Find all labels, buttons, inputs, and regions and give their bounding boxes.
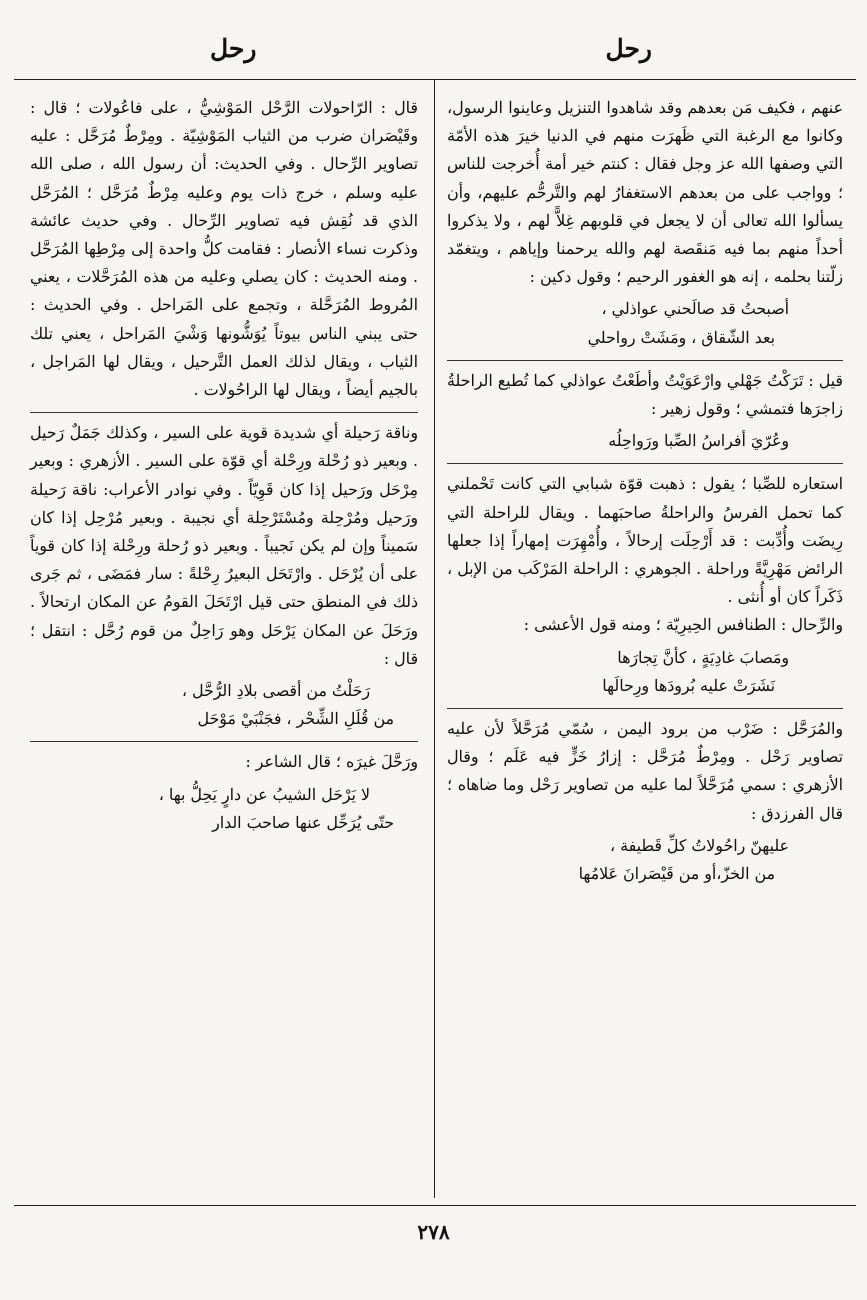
verse bbox=[30, 677, 418, 733]
page-number: ٢٧٨ bbox=[417, 1220, 450, 1244]
header-title-left: رحل bbox=[210, 34, 257, 63]
verse bbox=[447, 644, 843, 700]
verse-line: عليهنّ راحُولاتُ كلِّ قَطيفة ، bbox=[610, 835, 789, 855]
top-rule bbox=[14, 79, 856, 80]
verse bbox=[30, 781, 418, 837]
verse-line: رَحَلْتُ من أقصى بلادِ الرُّحَّل ، bbox=[181, 681, 370, 701]
bottom-rule bbox=[14, 1205, 856, 1206]
separator bbox=[30, 741, 418, 742]
verse-line: من الخزّ،أو من قَيْصَرانَ عَلامُها bbox=[578, 864, 775, 884]
right-column bbox=[447, 94, 843, 890]
verse-line: ومَصابَ غادِيَةٍ ، كأنَّ تِجارَها bbox=[617, 647, 789, 667]
paragraph: ورَحَّلَ غيرَه ؛ قال الشاعر : bbox=[245, 752, 418, 772]
separator bbox=[447, 463, 843, 464]
paragraph: استعاره للصِّبا ؛ يقول : ذهبت قوّة شبابي التي كانت تَحْملني كما تحمل الفرسُ والراحلةُ صاحبَهما . ويقال للراحلة التي رِيضَت وأُدِّبت : قد أَرْحِلَت إرحالاً ، وأُمْهِرَت إمهاراً إذا جعلها الرائض مَهْرِيَّةً وراحلة . الجوهري : الراحلة المَرْكَب من الإبل ، ذَكَراً كان أو أُنثى . bbox=[447, 474, 843, 607]
header-title-right: رحل bbox=[605, 34, 652, 63]
verse-line: نَشَرَتْ عليه بُرودَها ورِحالَها bbox=[602, 675, 775, 695]
paragraph: عنهم ، فكيف مَن بعدهم وقد شاهدوا التنزيل وعاينوا الرسول، وكانوا مع الرغبة التي ظَهرَت منهم في الدنيا خيرَ هذه الأمّة التي وصفها الله عز وجل فقال : كنتم خير أمة أُخرجت للناس ؛ وواجب على من بعدهم الاستغفارُ لهم والتَّرحُّم عليهم، وأن يسألوا الله تعالى أن لا يجعل في قلوبهم غِلاًّ لهم ، ولا يذكروا أحداً منهم بما فيه مَنقَصة لهم والله يرحمنا وإياهم ، ويتغمّد زلّتنا بحلمه ، إنه هو الغفور الرحيم ؛ وقول دكين : bbox=[447, 98, 843, 287]
verse-line: حتّى يُرَحِّل عنها صاحبَ الدار bbox=[212, 812, 394, 832]
separator bbox=[30, 412, 418, 413]
verse-line: وعُرّيَ أفراسُ الصِّبا ورَواحِلُه bbox=[608, 431, 789, 451]
paragraph: وناقة رَحيلة أي شديدة قوية على السير ، وكذلك جَمَلٌ رَحيل . وبعير ذو رُحْلة ورِحْلة أي قوّة على السير . الأزهري : وبعير مِرْحَل ورَحيل إذا كان قَوِيّاً . وفي نوادر الأعراب: ناقة رَحيلة ورَحيل ومُرْحِلة ومُسْتَرْحِلة أي نجيبة . وبعير مُرْحِل إذا كان سَميناً وإن لم يكن نَجيباً . وبعير ذو رُحلة ورِحْلة إذا كان قوياً على أن يُرْحَل . وارْتَحَل البعيرُ رِحْلةً : سار فمَضَى ، ثم جَرى ذلك في المنطق حتى قيل ارْتَحَلَ القومُ عن المكان ارتحالاً . ورَحَلَ عن المكان يَرْحَل وهو رَاحِلٌ من قوم رُحَّل : انتقل ؛ قال : bbox=[30, 423, 418, 668]
paragraph: قيل : تَرَكْتُ جَهْلي وارْعَوَيْتُ وأطَعْتُ عواذلي كما تُطيع الراحلةُ زاجرَها فتمشي ؛ وقول زهير : bbox=[446, 370, 843, 419]
verse-line: أصبحتُ قد صالَحني عواذلي ، bbox=[601, 299, 789, 319]
separator bbox=[447, 708, 843, 709]
paragraph: قال : الرّاحولات الرَّحْل المَوْشِيُّ ، على فاعُولات ؛ قال : وقَيْصَران ضرب من الثياب المَوْشِيّة . ومِرْطٌ مُرَحَّل : عليه تصاوير الرِّحال . وفي الحديث: أن رسول الله ، صلى الله عليه وسلم ، خرج ذات يوم وعليه مِرْطٌ مُرَحَّل ؛ المُرَحَّل الذي قد نُقِش فيه تصاوير الرِّحال . وفي حديث عائشة وذكرت نساء الأنصار : فقامت كلُّ واحدة إلى مِرْطِها المُرَحَّل . ومنه الحديث : كان يصلي وعليه من هذه المُرَحَّلات ، يعني المُروط المُرَحَّلة ، وتجمع على المَراحل . وفي الحديث : حتى يبني الناس بيوتاً يُوَشُّونها وَشْيَ المَراحل ، يعني تلك الثياب ، ويقال لذلك العمل التَّرحيل ، ويقال لها المَراجل ، بالجيم أيضاً ، ويقال لها الراحُولات . bbox=[30, 98, 418, 400]
verse-line: من قُلَلِ الشِّحْر ، فجَنْبَيْ مَوْحَل bbox=[197, 709, 394, 729]
paragraph: والرِّحال : الطنافس الحِيرِيّة ؛ ومنه قول الأعشى : bbox=[523, 615, 843, 635]
verse bbox=[447, 427, 843, 455]
left-column bbox=[30, 94, 418, 839]
verse-line: بعد الشّقاق ، ومَشَتْ رواحلي bbox=[587, 327, 775, 347]
verse bbox=[447, 832, 843, 888]
separator bbox=[447, 360, 843, 361]
verse-line: لا يَرْحَل الشيبُ عن دارٍ يَحِلُّ بها ، bbox=[158, 784, 370, 804]
column-divider bbox=[434, 80, 435, 1198]
paragraph: والمُرَحَّل : ضَرْب من برود اليمن ، سُمّي مُرَحَّلاً لأن عليه تصاوير رَحْل . ومِرْطٌ مُرَحَّل : إزارُ خَزٍّ فيه عَلَم ؛ وقال الأزهري : سمي مُرَحَّلاً لما عليه من تصاوير رَحْل وما ضاهاه ؛ قال الفرزدق : bbox=[447, 719, 843, 823]
verse bbox=[447, 295, 843, 351]
